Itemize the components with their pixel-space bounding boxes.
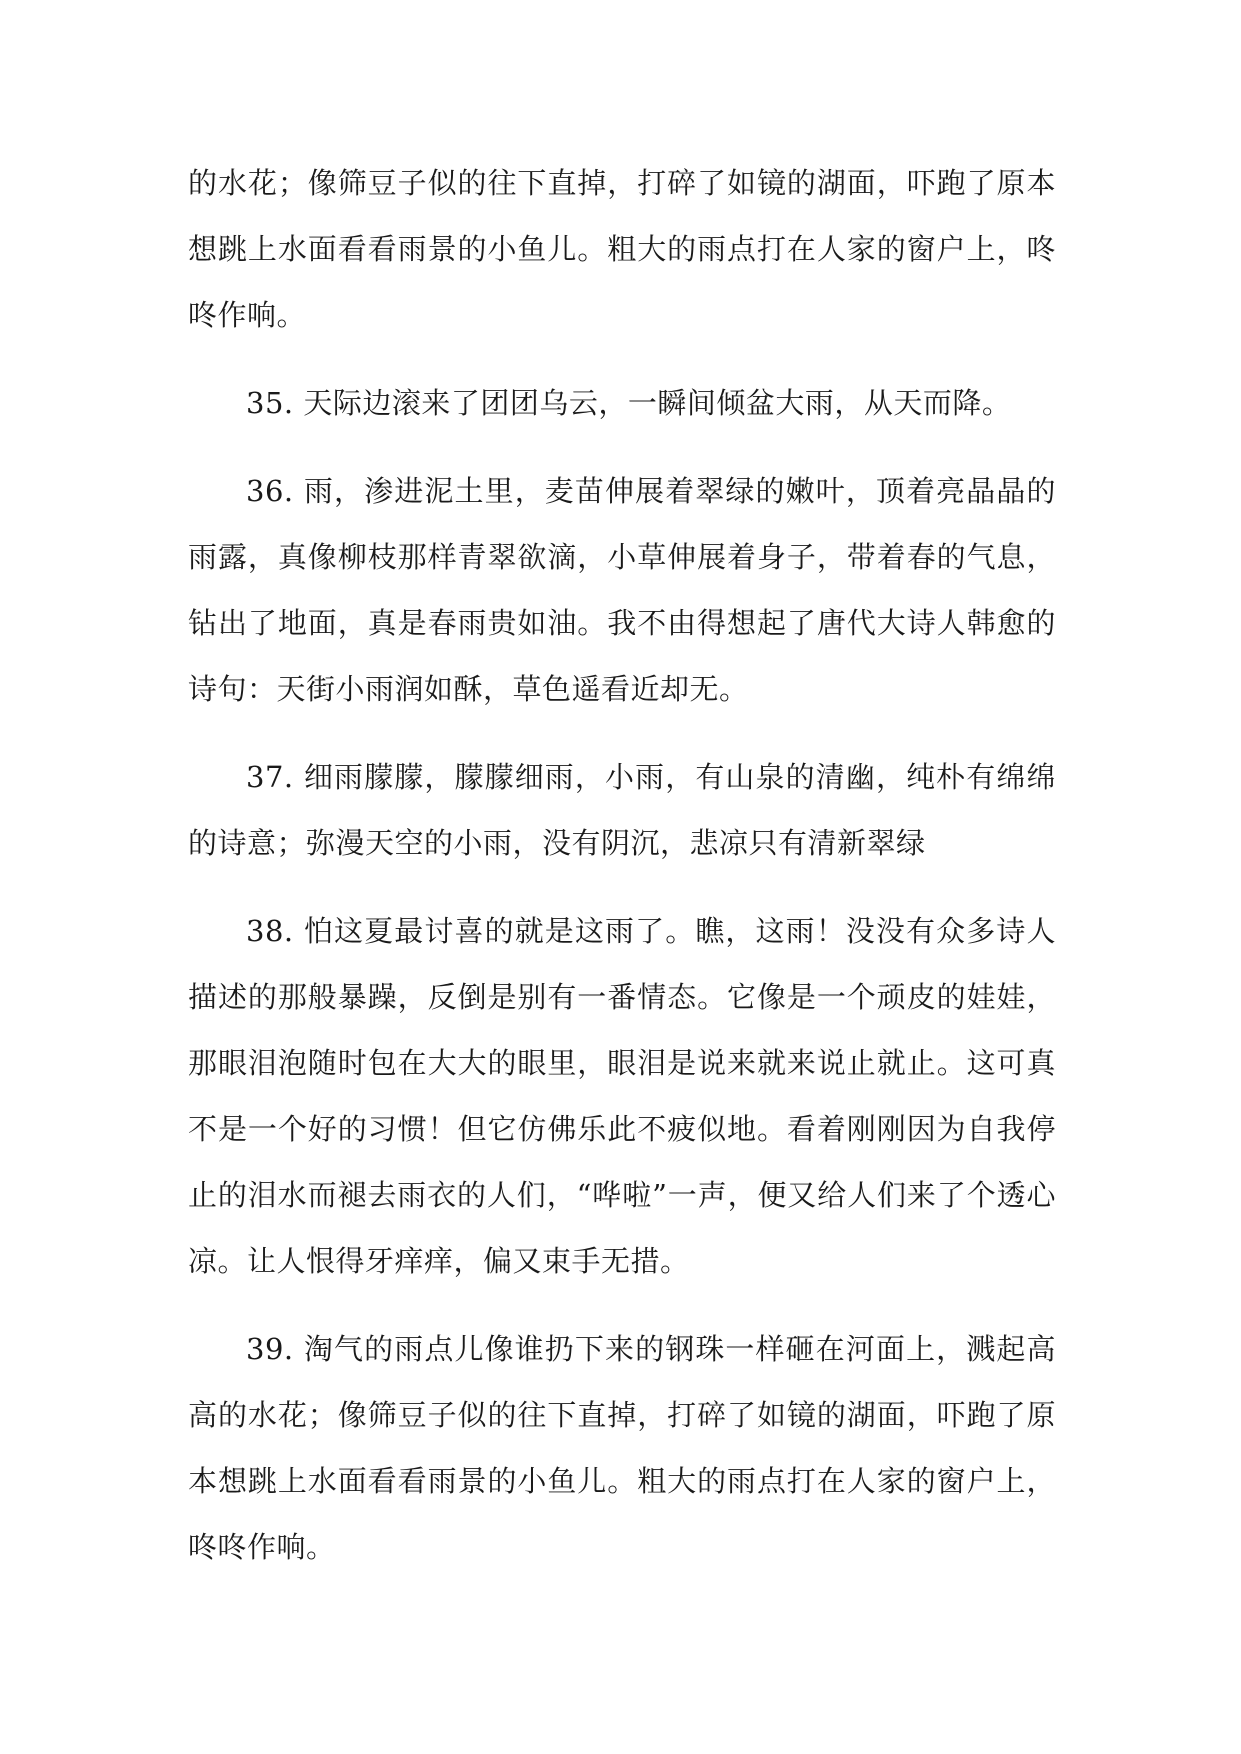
paragraph-continuation: 的水花；像筛豆子似的往下直掉，打碎了如镜的湖面，吓跑了原本想跳上水面看看雨景的小鱼儿。粗大的雨点打在人家的窗户上，咚咚作响。	[188, 166, 1056, 332]
document-page	[188, 150, 1056, 1602]
paragraph-39: 39. 淘气的雨点儿像谁扔下来的钢珠一样砸在河面上，溅起高高的水花；像筛豆子似的往下直掉，打碎了如镜的湖面，吓跑了原本想跳上水面看看雨景的小鱼儿。粗大的雨点打在人家的窗户上，咚咚作响。	[188, 1332, 1056, 1564]
paragraph-36: 36. 雨，渗进泥土里，麦苗伸展着翠绿的嫩叶，顶着亮晶晶的雨露，真像柳枝那样青翠欲滴，小草伸展着身子，带着春的气息，钻出了地面，真是春雨贵如油。我不由得想起了唐代大诗人韩愈的诗句：天街小雨润如酥，草色遥看近却无。	[188, 474, 1056, 706]
paragraph-38: 38. 怕这夏最讨喜的就是这雨了。瞧，这雨！没没有众多诗人描述的那般暴躁，反倒是别有一番情态。它像是一个顽皮的娃娃，那眼泪泡随时包在大大的眼里，眼泪是说来就来说止就止。这可真不是一个好的习惯！但它仿佛乐此不疲似地。看着刚刚因为自我停止的泪水而褪去雨衣的人们，“哗啦”一声，便又给人们来了个透心凉。让人恨得牙痒痒，偏又束手无措。	[188, 914, 1056, 1278]
paragraph-37: 37. 细雨朦朦，朦朦细雨，小雨，有山泉的清幽，纯朴有绵绵的诗意；弥漫天空的小雨，没有阴沉，悲凉只有清新翠绿	[188, 760, 1056, 860]
paragraph-35: 35. 天际边滚来了团团乌云，一瞬间倾盆大雨，从天而降。	[246, 386, 1012, 420]
